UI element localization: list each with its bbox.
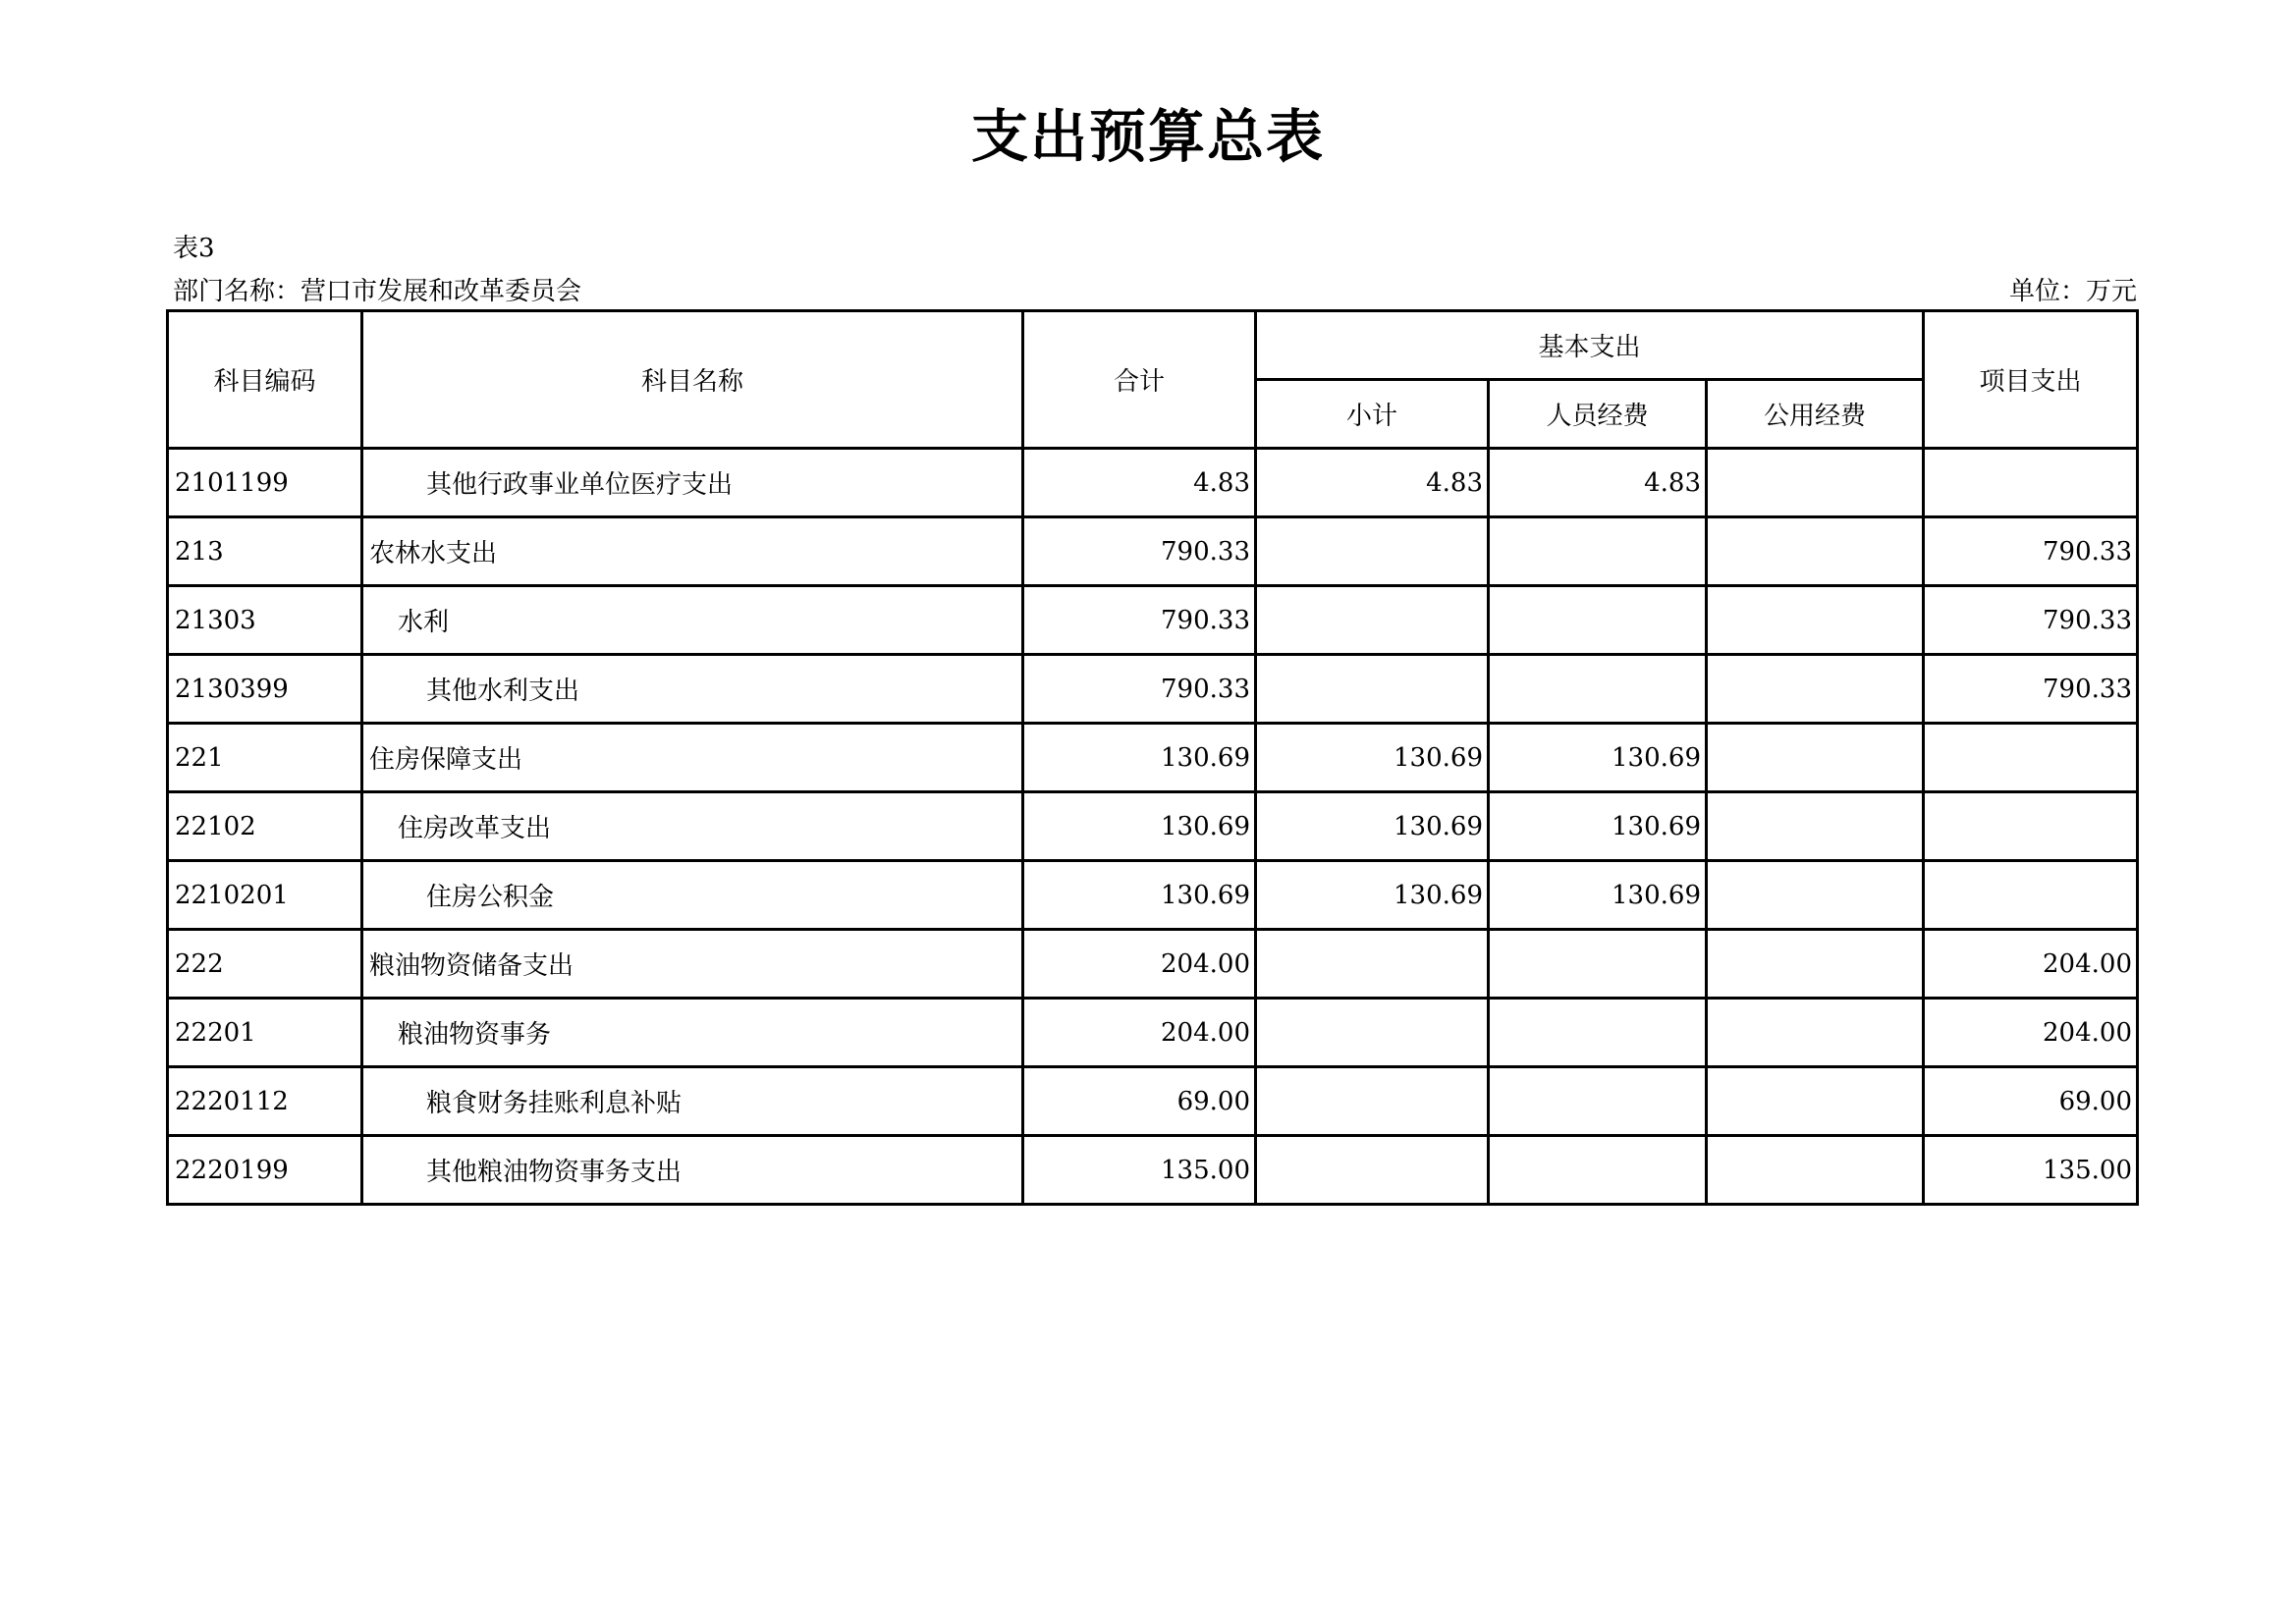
cell-subtotal: 130.69 xyxy=(1256,861,1489,930)
table-row xyxy=(168,724,2138,792)
unit-label: 单位：万元 xyxy=(2008,277,2137,306)
cell-subtotal xyxy=(1256,999,1489,1067)
cell-personnel xyxy=(1489,999,1707,1067)
cell-subtotal xyxy=(1256,1067,1489,1136)
cell-name: 粮食财务挂账利息补贴 xyxy=(362,1067,1023,1136)
header-project: 项目支出 xyxy=(1924,311,2138,449)
header-subtotal: 小计 xyxy=(1256,380,1489,449)
cell-subtotal xyxy=(1256,1136,1489,1205)
header-total: 合计 xyxy=(1023,311,1256,449)
cell-personnel: 4.83 xyxy=(1489,449,1707,517)
table-row xyxy=(168,586,2138,655)
header-code: 科目编码 xyxy=(168,311,362,449)
cell-name: 粮油物资储备支出 xyxy=(362,930,1023,999)
header-public: 公用经费 xyxy=(1707,380,1924,449)
cell-total: 204.00 xyxy=(1023,930,1256,999)
cell-code: 22102 xyxy=(168,792,362,861)
cell-name: 住房公积金 xyxy=(362,861,1023,930)
table-number: 表3 xyxy=(173,234,215,263)
cell-subtotal xyxy=(1256,517,1489,586)
table-body xyxy=(168,449,2138,1205)
table-row xyxy=(168,930,2138,999)
cell-personnel xyxy=(1489,930,1707,999)
cell-project: 204.00 xyxy=(1924,999,2138,1067)
cell-public xyxy=(1707,792,1924,861)
cell-subtotal xyxy=(1256,586,1489,655)
cell-project: 69.00 xyxy=(1924,1067,2138,1136)
cell-name: 农林水支出 xyxy=(362,517,1023,586)
cell-public xyxy=(1707,999,1924,1067)
cell-project: 790.33 xyxy=(1924,517,2138,586)
cell-total: 204.00 xyxy=(1023,999,1256,1067)
table-row xyxy=(168,517,2138,586)
cell-public xyxy=(1707,1067,1924,1136)
cell-name: 其他行政事业单位医疗支出 xyxy=(362,449,1023,517)
cell-code: 22201 xyxy=(168,999,362,1067)
table-row xyxy=(168,655,2138,724)
cell-public xyxy=(1707,449,1924,517)
cell-total: 4.83 xyxy=(1023,449,1256,517)
cell-public xyxy=(1707,724,1924,792)
cell-code: 2220112 xyxy=(168,1067,362,1136)
cell-total: 790.33 xyxy=(1023,517,1256,586)
budget-table xyxy=(166,309,2139,1206)
cell-personnel xyxy=(1489,1136,1707,1205)
cell-subtotal: 130.69 xyxy=(1256,792,1489,861)
header-name: 科目名称 xyxy=(362,311,1023,449)
cell-code: 221 xyxy=(168,724,362,792)
cell-total: 790.33 xyxy=(1023,655,1256,724)
department-name: 部门名称：营口市发展和改革委员会 xyxy=(173,277,582,306)
cell-project: 135.00 xyxy=(1924,1136,2138,1205)
header-personnel: 人员经费 xyxy=(1489,380,1707,449)
cell-total: 130.69 xyxy=(1023,724,1256,792)
cell-project xyxy=(1924,861,2138,930)
cell-personnel: 130.69 xyxy=(1489,724,1707,792)
cell-code: 213 xyxy=(168,517,362,586)
cell-total: 790.33 xyxy=(1023,586,1256,655)
cell-code: 2210201 xyxy=(168,861,362,930)
cell-public xyxy=(1707,1136,1924,1205)
cell-code: 2130399 xyxy=(168,655,362,724)
table-header xyxy=(168,311,2138,449)
cell-code: 2220199 xyxy=(168,1136,362,1205)
cell-project xyxy=(1924,449,2138,517)
cell-subtotal xyxy=(1256,930,1489,999)
page-title: 支出预算总表 xyxy=(970,103,1325,170)
cell-subtotal: 4.83 xyxy=(1256,449,1489,517)
cell-total: 130.69 xyxy=(1023,861,1256,930)
cell-name: 住房保障支出 xyxy=(362,724,1023,792)
cell-subtotal xyxy=(1256,655,1489,724)
cell-personnel xyxy=(1489,1067,1707,1136)
cell-code: 2101199 xyxy=(168,449,362,517)
cell-name: 其他粮油物资事务支出 xyxy=(362,1136,1023,1205)
cell-total: 69.00 xyxy=(1023,1067,1256,1136)
cell-public xyxy=(1707,861,1924,930)
cell-personnel: 130.69 xyxy=(1489,792,1707,861)
cell-project: 204.00 xyxy=(1924,930,2138,999)
cell-project xyxy=(1924,724,2138,792)
table-row xyxy=(168,999,2138,1067)
cell-project xyxy=(1924,792,2138,861)
cell-total: 130.69 xyxy=(1023,792,1256,861)
cell-subtotal: 130.69 xyxy=(1256,724,1489,792)
cell-personnel xyxy=(1489,586,1707,655)
cell-name: 水利 xyxy=(362,586,1023,655)
cell-project: 790.33 xyxy=(1924,655,2138,724)
cell-public xyxy=(1707,517,1924,586)
cell-name: 粮油物资事务 xyxy=(362,999,1023,1067)
table-row xyxy=(168,861,2138,930)
cell-total: 135.00 xyxy=(1023,1136,1256,1205)
cell-public xyxy=(1707,655,1924,724)
cell-name: 住房改革支出 xyxy=(362,792,1023,861)
cell-project: 790.33 xyxy=(1924,586,2138,655)
cell-code: 21303 xyxy=(168,586,362,655)
table-row xyxy=(168,449,2138,517)
cell-public xyxy=(1707,586,1924,655)
cell-personnel: 130.69 xyxy=(1489,861,1707,930)
cell-personnel xyxy=(1489,655,1707,724)
header-basic: 基本支出 xyxy=(1256,311,1924,380)
cell-public xyxy=(1707,930,1924,999)
table-row xyxy=(168,792,2138,861)
cell-personnel xyxy=(1489,517,1707,586)
table-row xyxy=(168,1067,2138,1136)
table-row xyxy=(168,1136,2138,1205)
cell-name: 其他水利支出 xyxy=(362,655,1023,724)
cell-code: 222 xyxy=(168,930,362,999)
